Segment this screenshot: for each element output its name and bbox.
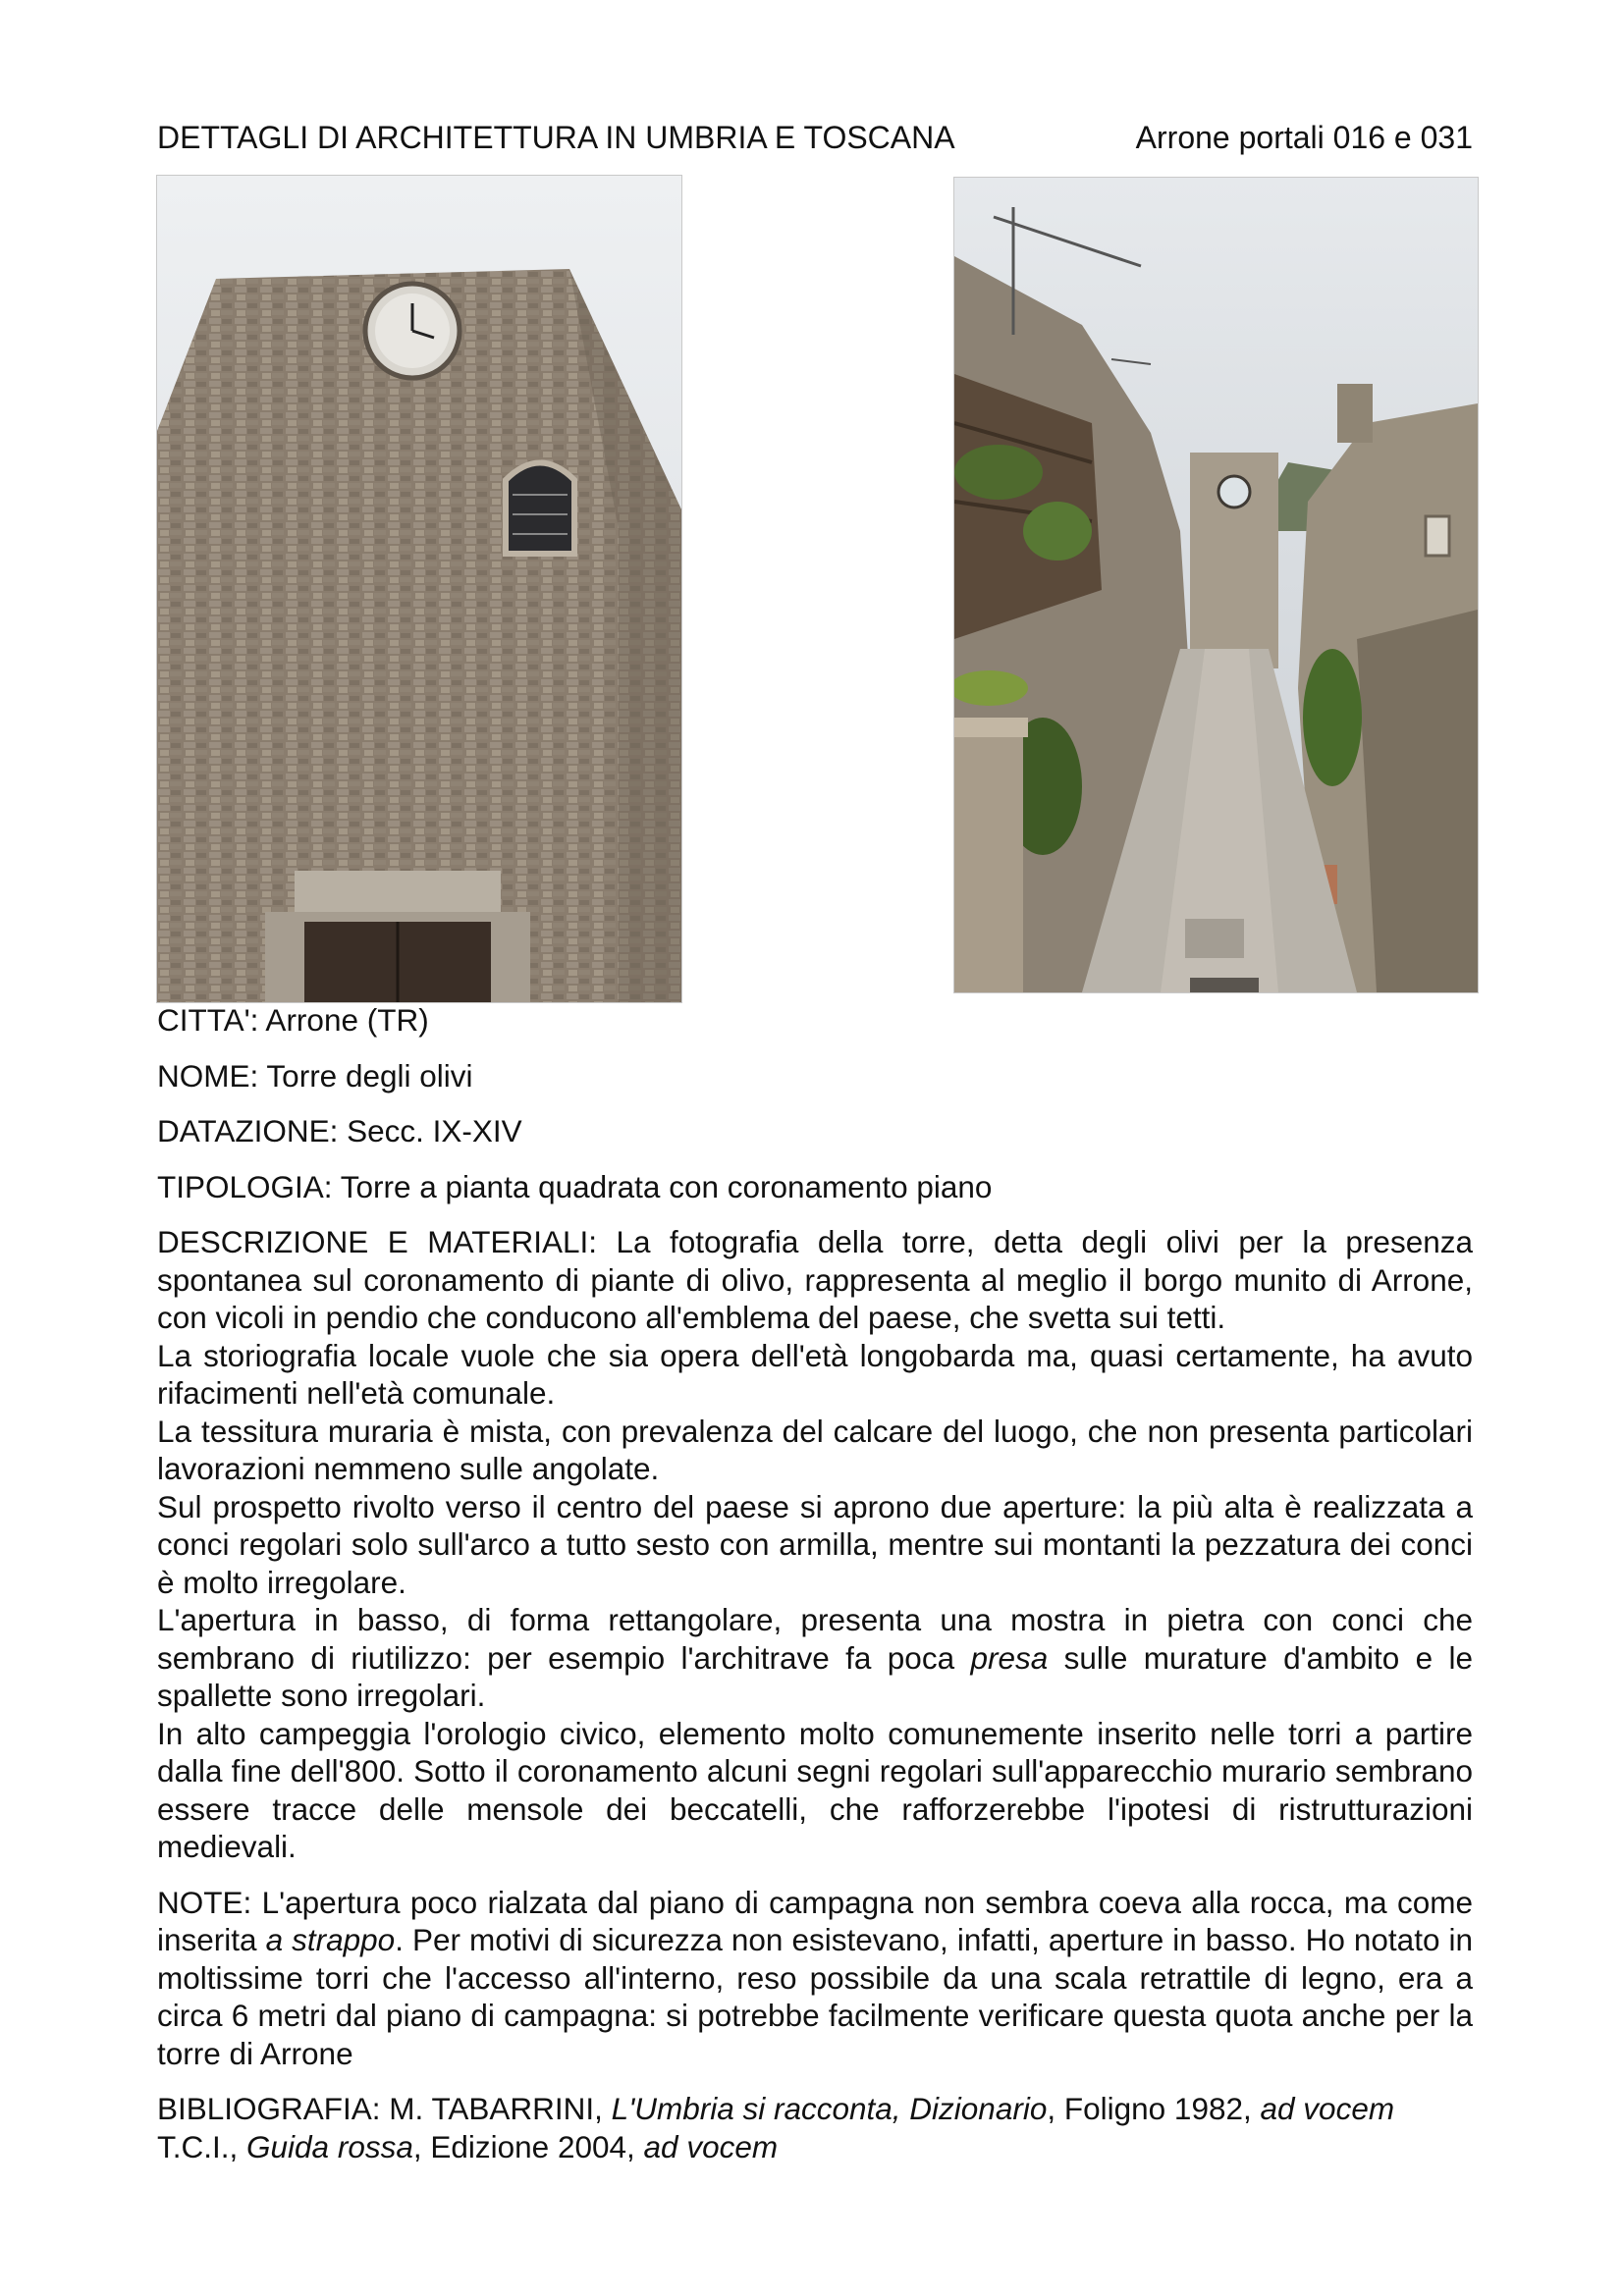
p5-text-b: sulle murature d'ambito e le spallette sono irregolari. <box>157 1639 1473 1713</box>
descrizione-paragraph-2: La storiografia locale vuole che sia opera dell'età longobarda ma, quasi certamente, ha avuto rifacimenti nell'età comunale. <box>157 1337 1473 1411</box>
note-text-a: NOTE: L'apertura poco rialzata dal piano di campagna non sembra coeva alla rocca, ma come inserita <box>157 1884 1473 1957</box>
street-photo <box>953 177 1479 993</box>
bib1-text-a: BIBLIOGRAFIA: M. TABARRINI, <box>157 2091 612 2126</box>
bibliografia-line-1 <box>157 2090 1473 2128</box>
tower-image <box>157 176 681 1002</box>
page-title: DETTAGLI DI ARCHITETTURA IN UMBRIA E TOSCANA <box>157 120 955 155</box>
bib2-italic-2: ad vocem <box>643 2128 779 2164</box>
bibliografia-line-2 <box>157 2128 1473 2166</box>
field-nome: NOME: Torre degli olivi <box>157 1057 473 1094</box>
field-citta: CITTA': Arrone (TR) <box>157 1002 429 1038</box>
descrizione-paragraph-1: DESCRIZIONE E MATERIALI: La fotografia della torre, detta degli olivi per la presenza spontanea sul coronamento di piante di olivo, rappresenta al meglio il borgo munito di Arrone, con vicoli in pendio che conducono all'emblema del paese, che svetta sui tetti. <box>157 1224 1473 1335</box>
note-italic: a strappo <box>265 1922 396 1957</box>
descrizione-paragraph-6: In alto campeggia l'orologio civico, elemento molto comunemente inserito nelle torri a partire dalla fine dell'800. Sotto il coronamento alcuni segni regolari sull'apparecchio murario sembrano essere tracce delle mensole dei beccatelli, che rafforzerebbe l'ipotesi di ristrutturazioni medievali. <box>157 1715 1473 1864</box>
document-body <box>157 1001 1473 2165</box>
p5-italic: presa <box>970 1639 1049 1676</box>
note-paragraph <box>157 1884 1473 2073</box>
descrizione-paragraph-4: Sul prospetto rivolto verso il centro del paese si aprono due aperture: la più alta è realizzata a conci regolari solo sull'arco a tutto sesto con armilla, mentre sui montanti la pezzatura dei conci è molto irregolare. <box>157 1488 1473 1600</box>
descrizione-paragraph-3: La tessitura muraria è mista, con prevalenza del calcare del luogo, che non presenta particolari lavorazioni nemmeno sulle angolate. <box>157 1413 1473 1486</box>
descrizione-paragraph-5 <box>157 1601 1473 1715</box>
bib1-italic-1: L'Umbria si racconta, Dizionario <box>611 2091 1048 2126</box>
bib2-italic-1: Guida rossa <box>246 2128 413 2164</box>
bib2-text-a: T.C.I., <box>157 2128 247 2164</box>
bib2-text-b: , Edizione 2004, <box>412 2128 644 2164</box>
page-header <box>157 118 1473 157</box>
page-reference: Arrone portali 016 e 031 <box>1135 120 1473 155</box>
field-tipologia: TIPOLOGIA: Torre a pianta quadrata con coronamento piano <box>157 1168 993 1204</box>
note-text-b: . Per motivi di sicurezza non esistevano, infatti, aperture in basso. Ho notato in moltissime torri che l'accesso all'interno, reso possibile da una scala retrattile di legno, era a circa 6 metri dal piano di campagna: si potrebbe facilmente verificare questa quota anche per la torre di Arrone <box>157 1922 1473 2071</box>
bib1-text-b: , Foligno 1982, <box>1047 2091 1261 2126</box>
street-image <box>954 178 1478 992</box>
p5-text-a: L'apertura in basso, di forma rettangolare, presenta una mostra in pietra con conci che sembrano di riutilizzo: per esempio l'architrave fa poca <box>157 1602 1473 1676</box>
field-datazione: DATAZIONE: Secc. IX-XIV <box>157 1113 522 1148</box>
bib1-italic-2: ad vocem <box>1260 2091 1395 2126</box>
tower-photo <box>156 175 682 1003</box>
